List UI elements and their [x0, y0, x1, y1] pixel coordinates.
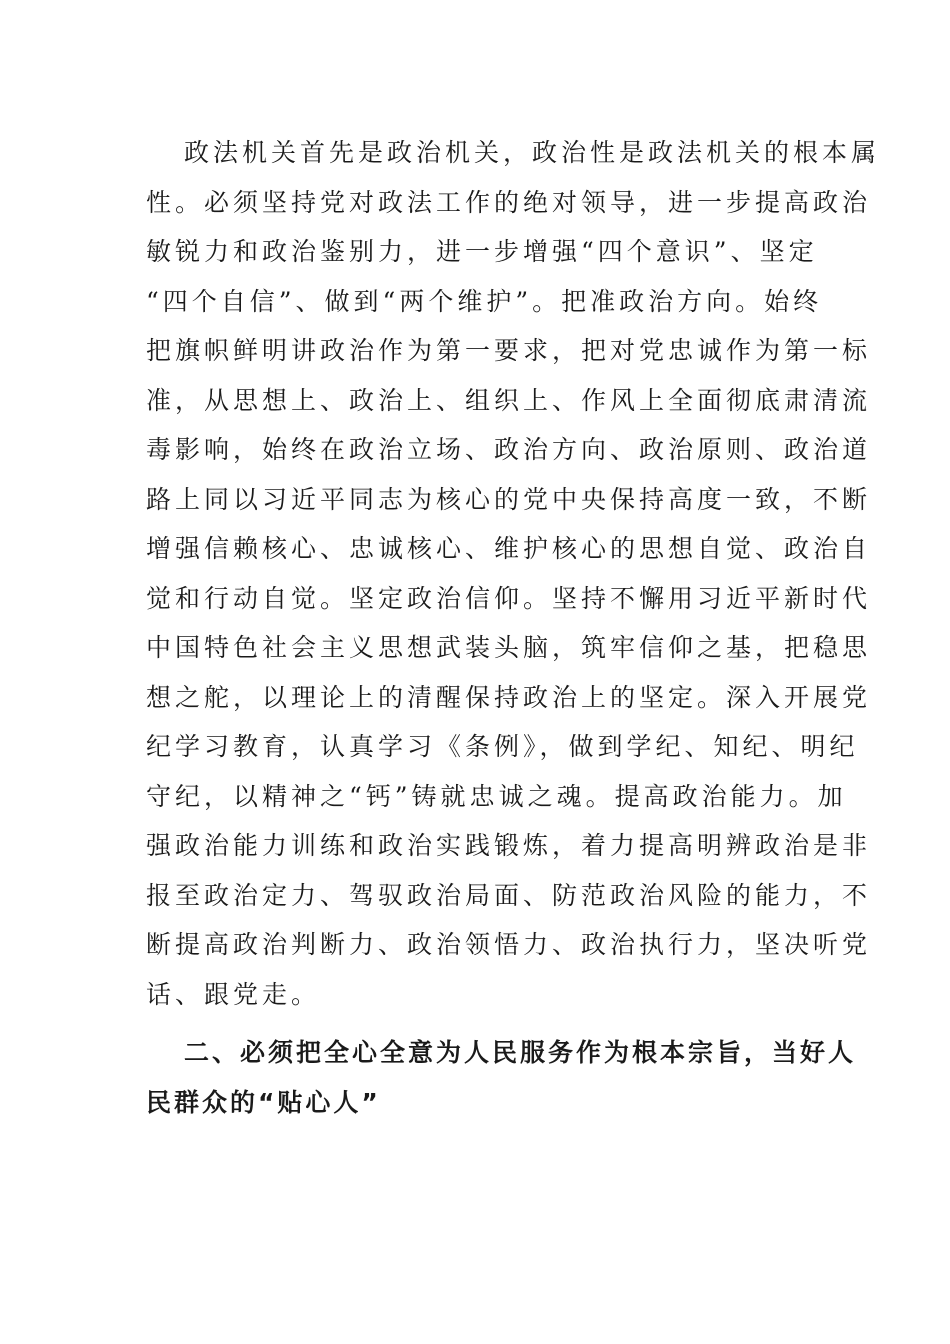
body-line: 想之舵，以理论上的清醒保持政治上的坚定。深入开展党 [146, 682, 872, 712]
body-line: 增强信赖核心、忠诚核心、维护核心的思想自觉、政治自 [146, 534, 872, 563]
body-line: 政法机关首先是政治机关，政治性是政法机关的根本属 [184, 138, 881, 167]
body-line: 准，从思想上、政治上、组织上、作风上全面彻底肃清流 [146, 385, 872, 415]
body-line: 敏锐力和政治鉴别力，进一步增强“四个意识”、坚定 [146, 237, 818, 266]
heading-line: 二、必须把全心全意为人民服务作为根本宗旨，当好人 [184, 1038, 857, 1067]
body-line: 话、跟党走。 [146, 979, 321, 1009]
body-line: “四个自信”、做到“两个维护”。把准政治方向。始终 [146, 286, 823, 316]
body-paragraph [146, 128, 881, 1019]
body-line: 路上同以习近平同志为核心的党中央保持高度一致，不断 [146, 484, 872, 514]
body-line: 性。必须坚持党对政法工作的绝对领导，进一步提高政治 [146, 187, 872, 217]
body-line: 毒影响，始终在政治立场、政治方向、政治原则、政治道 [146, 435, 872, 464]
body-line: 守纪，以精神之“钙”铸就忠诚之魂。提高政治能力。加 [146, 781, 847, 811]
body-line: 纪学习教育，认真学习《条例》，做到学纪、知纪、明纪 [146, 732, 859, 761]
section-heading [146, 1028, 857, 1127]
body-line: 觉和行动自觉。坚定政治信仰。坚持不懈用习近平新时代 [146, 583, 872, 613]
body-line: 强政治能力训练和政治实践锻炼，着力提高明辨政治是非 [146, 831, 872, 860]
heading-line: 民群众的“贴心人” [146, 1087, 381, 1117]
body-line: 断提高政治判断力、政治领悟力、政治执行力，坚决听党 [146, 930, 872, 959]
body-line: 把旗帜鲜明讲政治作为第一要求，把对党忠诚作为第一标 [146, 336, 872, 365]
body-line: 报至政治定力、驾驭政治局面、防范政治风险的能力，不 [146, 880, 872, 910]
body-line: 中国特色社会主义思想武装头脑，筑牢信仰之基，把稳思 [146, 633, 872, 662]
